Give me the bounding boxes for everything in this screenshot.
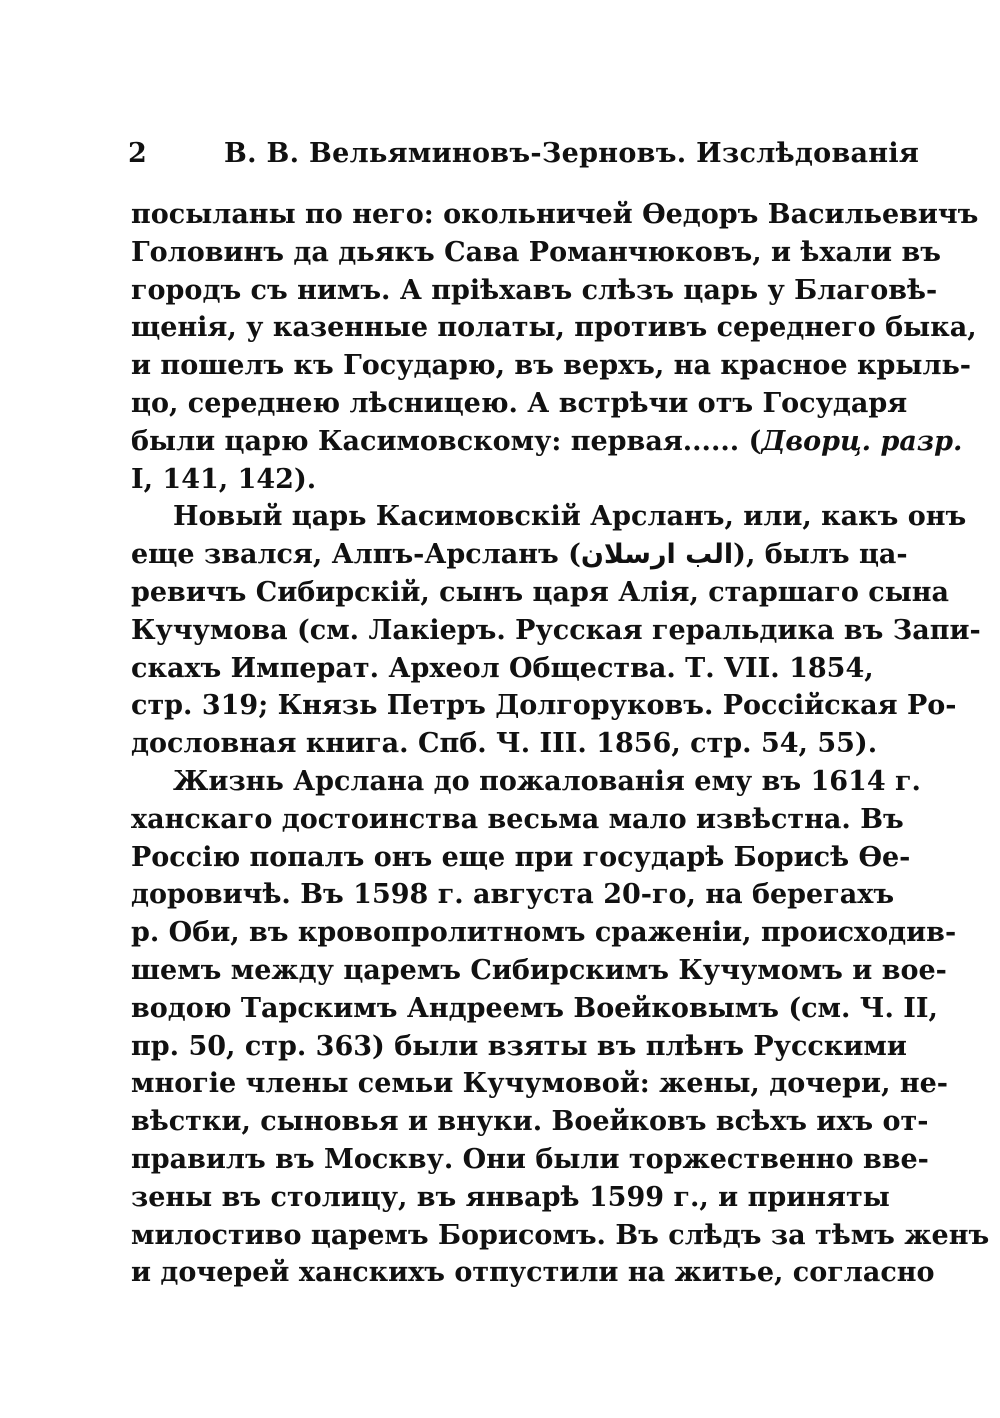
text-line: Россію попалъ онъ еще при государѣ Борисѣ Ѳе-: [131, 841, 911, 873]
text-line: правилъ въ Москву. Они были торжественно вве-: [131, 1143, 929, 1175]
text-line: доровичѣ. Въ 1598 г. августа 20-го, на берегахъ: [131, 879, 895, 911]
citation: Дворц. разр.: [761, 425, 963, 457]
text-line: Новый царь Касимовскій Арсланъ, или, какъ онъ: [173, 501, 967, 533]
text-line: зены въ столицу, въ январѣ 1599 г., и приняты: [131, 1181, 890, 1213]
text-line: цо, середнею лѣсницею. А встрѣчи отъ Государя: [131, 387, 908, 419]
text-line: городъ съ нимъ. А пріѣхавъ слѣзъ царь у Благовѣ-: [131, 274, 938, 306]
text-line: милостиво царемъ Борисомъ. Въ слѣдъ за тѣмъ женъ: [131, 1219, 990, 1251]
text-line: [131, 536, 908, 574]
text-line: I, 141, 142).: [131, 463, 317, 495]
text-line: дословная книга. Спб. Ч. III. 1856, стр. 54, 55).: [131, 728, 878, 760]
text-line: и пошелъ къ Государю, въ верхъ, на красное крыль-: [131, 350, 972, 382]
text-line: были царю Касимовскому: первая...... (Дворц. разр.: [131, 425, 963, 457]
text-fragment: были царю Касимовскому: первая......: [131, 425, 740, 457]
text-line: Кучумова (см. Лакіеръ. Русская геральдика въ Запи-: [131, 614, 981, 646]
page-number: 2: [128, 138, 148, 169]
text-line: р. Оби, въ кровопролитномъ сраженіи, происходив-: [131, 917, 957, 949]
text-line: стр. 319; Князь Петръ Долгоруковъ. Россійская Ро-: [131, 690, 957, 722]
text-line: ревичъ Сибирскій, сынъ царя Алія, старшаго сына: [131, 576, 950, 608]
text-line: скахъ Императ. Археол Общества. Т. VII. 1854,: [131, 652, 874, 684]
text-line: посыланы по него: окольничей Ѳедоръ Васильевичъ: [131, 199, 979, 230]
text-line: вѣстки, сыновья и внуки. Воейковъ всѣхъ ихъ от-: [131, 1106, 929, 1138]
body-text: [131, 196, 990, 1292]
text-line: водою Тарскимъ Андреемъ Воейковымъ (см. Ч. II,: [131, 992, 938, 1024]
paragraph-2: [131, 498, 981, 763]
arabic-name: الب ارسلان: [580, 539, 734, 571]
text-line: шемъ между царемъ Сибирскимъ Кучумомъ и вое-: [131, 954, 947, 986]
text-line: и дочерей ханскихъ отпустили на житье, согласно: [131, 1257, 935, 1289]
text-line: пр. 50, стр. 363) были взяты въ плѣнъ Русскими: [131, 1030, 907, 1062]
text-line: ханскаго достоинства весьма мало извѣстна. Въ: [131, 803, 904, 835]
text-line: Жизнь Арслана до пожалованія ему въ 1614 г.: [173, 765, 921, 797]
text-line: Головинъ да дьякъ Сава Романчюковъ, и ѣхали въ: [131, 236, 941, 268]
text-line: щенія, у казенные полаты, противъ середнего быка,: [131, 312, 977, 344]
paragraph-3: [131, 763, 990, 1292]
text-line: многіе члены семьи Кучумовой: жены, дочери, не-: [131, 1068, 949, 1100]
paragraph-1: [131, 196, 979, 498]
text-fragment: ), былъ ца-: [733, 539, 908, 571]
running-title: В. В. Вельяминовъ-Зерновъ. Изслѣдованія: [224, 138, 920, 169]
text-fragment: еще звался, Алпъ-Арсланъ (: [131, 539, 581, 571]
page-header: [128, 138, 920, 178]
